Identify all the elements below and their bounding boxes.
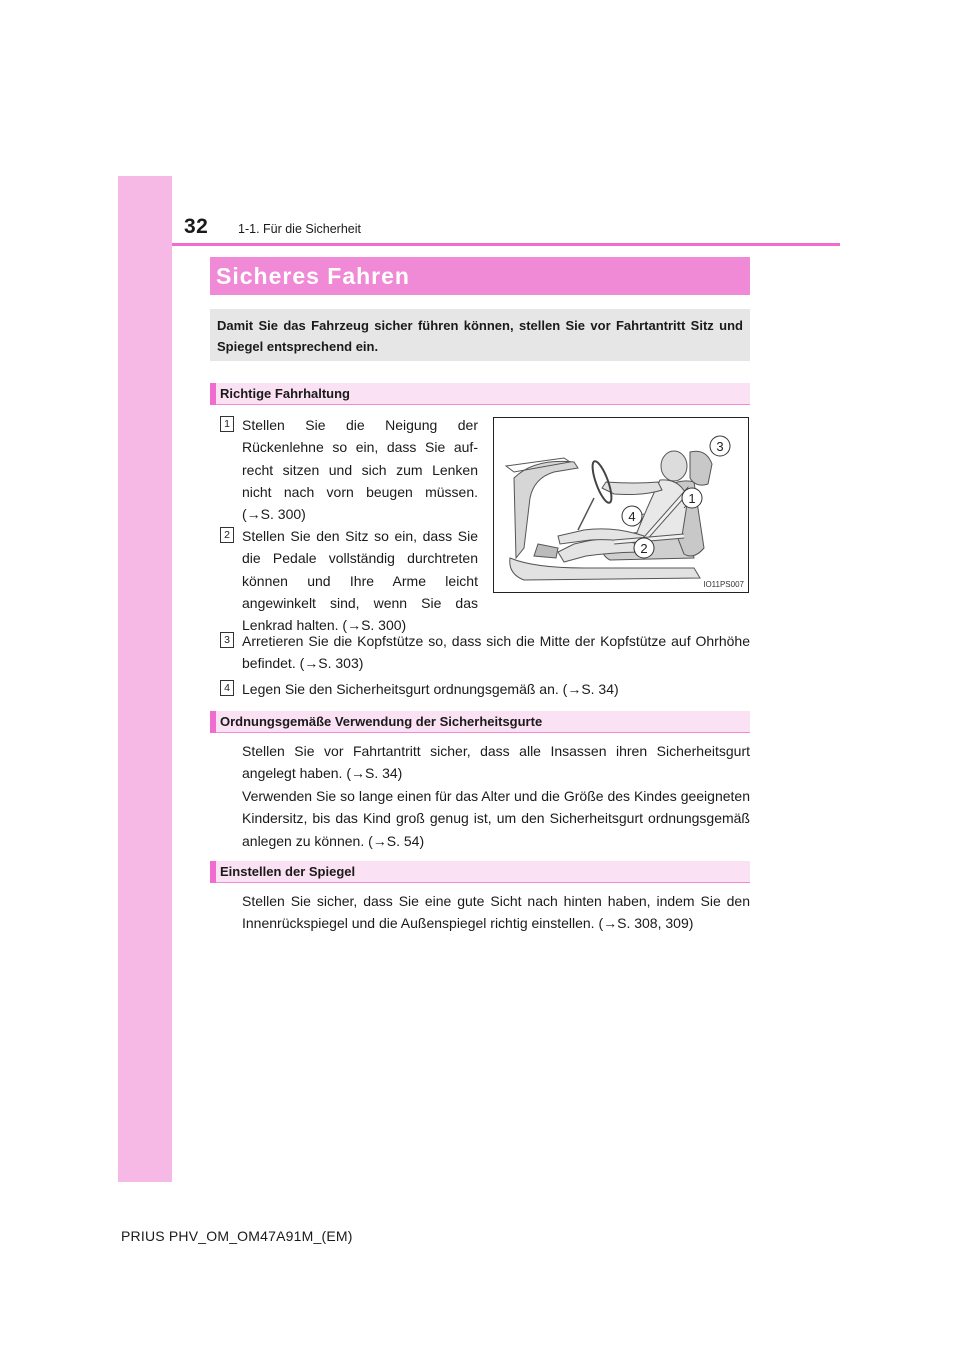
- seat-belt-paragraph-1: Stellen Sie vor Fahrtantritt sicher, dass alle Insassen ihren Sicherheitsgurt angelegt haben. (→S. 34): [242, 743, 750, 782]
- page-title: Sicheres Fahren: [210, 257, 750, 295]
- seating-position-illustration: [493, 417, 749, 593]
- figure-id: IO11PS007: [703, 580, 744, 589]
- step-number-2: 2: [220, 527, 234, 543]
- svg-text:1: 1: [688, 491, 696, 506]
- svg-text:4: 4: [628, 509, 636, 524]
- step-3-text: Arretieren Sie die Kopfstütze so, dass sich die Mitte der Kopfstütze auf Ohrhöhe befindet. (→S. 303): [242, 633, 750, 672]
- header-divider: [172, 243, 840, 246]
- step-4-text: Legen Sie den Sicherheitsgurt ordnungsgemäß an. (→S. 34): [242, 681, 619, 697]
- footer-doc-id: PRIUS PHV_OM_OM47A91M_(EM): [121, 1228, 353, 1244]
- callout-3: [710, 436, 730, 456]
- step-number-4: 4: [220, 680, 234, 696]
- subheading-seating-position: Richtige Fahrhaltung: [210, 383, 750, 405]
- step-number-3: 3: [220, 632, 234, 648]
- subheading-seat-belt-usage: Ordnungsgemäße Verwendung der Sicherheitsgurte: [210, 711, 750, 733]
- page-number: 32: [184, 215, 209, 238]
- intro-box: Damit Sie das Fahrzeug sicher führen können, stellen Sie vor Fahrtantritt Sitz und Spiegel entsprechend ein.: [210, 309, 750, 361]
- section-label: 1-1. Für die Sicherheit: [238, 222, 361, 236]
- svg-text:2: 2: [640, 541, 648, 556]
- callout-1: [682, 488, 702, 508]
- mirrors-paragraph: Stellen Sie sicher, dass Sie eine gute Sicht nach hinten haben, indem Sie den Innenrückspiegel und die Außenspiegel richtig einstellen. (→S. 308, 309): [242, 893, 750, 932]
- step-1-text: Stellen Sie die Neigung der Rückenlehne so ein, dass Sie aufrecht sitzen und sich zum Lenken nicht nach vorn beugen müssen. (→S. 300): [242, 417, 478, 523]
- callout-2: [634, 538, 654, 558]
- svg-text:3: 3: [716, 439, 724, 454]
- seat-belt-paragraph-2: Verwenden Sie so lange einen für das Alter und die Größe des Kindes geeigneten Kindersitz, bis das Kind groß genug ist, um den Sicherheitsgurt ordnungsgemäß anlegen zu können. (→S. 54): [242, 788, 750, 849]
- step-2-text: Stellen Sie den Sitz so ein, dass Sie die Pedale vollständig durchtreten können und Ihre Arme leicht angewinkelt sind, wenn Sie das Lenkrad halten. (→S. 300): [242, 528, 478, 634]
- step-number-1: 1: [220, 416, 234, 432]
- subheading-mirrors: Einstellen der Spiegel: [210, 861, 750, 883]
- sidebar-tab: [118, 176, 172, 1182]
